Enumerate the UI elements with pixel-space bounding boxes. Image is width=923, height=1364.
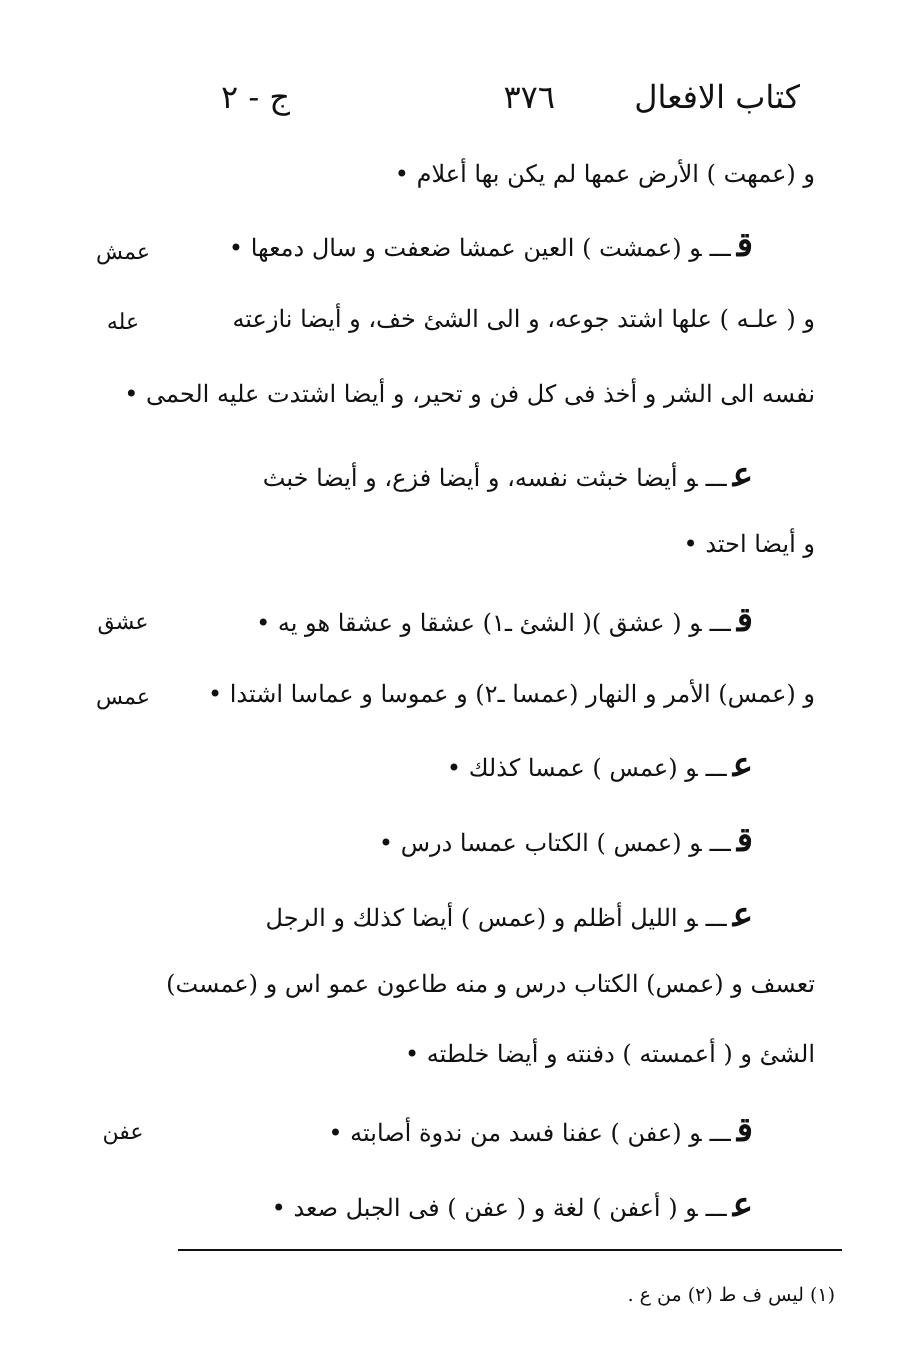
margin-headword: عفن <box>102 1120 144 1145</box>
margin-headword: عمش <box>96 240 150 265</box>
dash-separator: ـــ <box>705 464 727 492</box>
volume-label: ج - ٢ <box>221 78 290 116</box>
line-text: و (عمشت ) العين عمشا ضعفت و سال دمعها • <box>228 234 702 262</box>
margin-headword: عشق <box>97 610 149 635</box>
line-text: و ( أعفن ) لغة و ( عفن ) فى الجبل صعد • <box>271 1194 698 1222</box>
line-text: نفسه الى الشر و أخذ فى كل فن و تحير، و أيضا اشتدت عليه الحمى • <box>124 380 815 408</box>
text-line <box>175 530 815 558</box>
line-text: و (عمس ) الكتاب عمسا درس • <box>378 829 702 857</box>
section-marker: ع <box>732 1185 753 1225</box>
footnote-divider <box>178 1249 842 1251</box>
line-text: و (عمس ) عمسا كذلك • <box>446 754 698 782</box>
dash-separator: ـــ <box>705 754 727 782</box>
page-number: ٣٧٦ <box>503 78 555 116</box>
line-text: و الليل أظلم و (عمس ) أيضا كذلك و الرجل <box>265 904 698 932</box>
entry-line <box>173 225 753 265</box>
entry-line <box>173 455 753 495</box>
line-text: و (عمس) الأمر و النهار (عمسا ـ٢) و عموسا و عماسا اشتدا • <box>207 680 815 708</box>
section-marker: ق <box>736 225 753 265</box>
line-text: الشئ و ( أعمسته ) دفنته و أيضا خلطته • <box>404 1040 815 1068</box>
section-marker: ع <box>732 455 753 495</box>
dash-separator: ـــ <box>705 1194 727 1222</box>
text-line <box>175 160 815 188</box>
margin-headword: عله <box>106 310 140 335</box>
line-text: و أيضا احتد • <box>683 530 815 558</box>
text-line <box>175 680 815 708</box>
dash-separator: ـــ <box>709 1119 731 1147</box>
entry-line <box>173 895 753 935</box>
line-text: و ( علـه ) علها اشتد جوعه، و الى الشئ خف، و أيضا نازعته <box>232 305 815 333</box>
book-title: كتاب الافعال <box>634 78 800 116</box>
text-line <box>124 380 815 408</box>
text-line <box>175 1040 815 1068</box>
dash-separator: ـــ <box>709 829 731 857</box>
page-header <box>210 78 800 128</box>
line-text: و ( عشق )( الشئ ـ١) عشقا و عشقا هو يه • <box>256 609 702 637</box>
section-marker: ق <box>736 1110 753 1150</box>
line-text: و (عفن ) عفنا فسد من ندوة أصابته • <box>328 1119 702 1147</box>
section-marker: ع <box>732 745 753 785</box>
entry-line <box>173 1185 753 1225</box>
section-marker: ق <box>736 600 753 640</box>
dash-separator: ـــ <box>709 234 731 262</box>
entry-line <box>173 600 753 640</box>
dash-separator: ـــ <box>709 609 731 637</box>
entry-line <box>173 820 753 860</box>
text-line <box>166 970 815 998</box>
entry-line <box>173 1110 753 1150</box>
entry-line <box>173 745 753 785</box>
line-text: تعسف و (عمس) الكتاب درس و منه طاعون عمو اس و (عمست) <box>166 970 815 998</box>
text-line <box>175 305 815 333</box>
line-text: و (عمهت ) الأرض عمها لم يكن بها أعلام • <box>394 160 815 188</box>
dash-separator: ـــ <box>705 904 727 932</box>
footnote: (١) ليس ف ط (٢) من ع . <box>627 1284 835 1306</box>
section-marker: ق <box>736 820 753 860</box>
margin-headword: عمس <box>96 685 150 710</box>
section-marker: ع <box>732 895 753 935</box>
line-text: و أيضا خبثت نفسه، و أيضا فزع، و أيضا خبث <box>262 464 698 492</box>
